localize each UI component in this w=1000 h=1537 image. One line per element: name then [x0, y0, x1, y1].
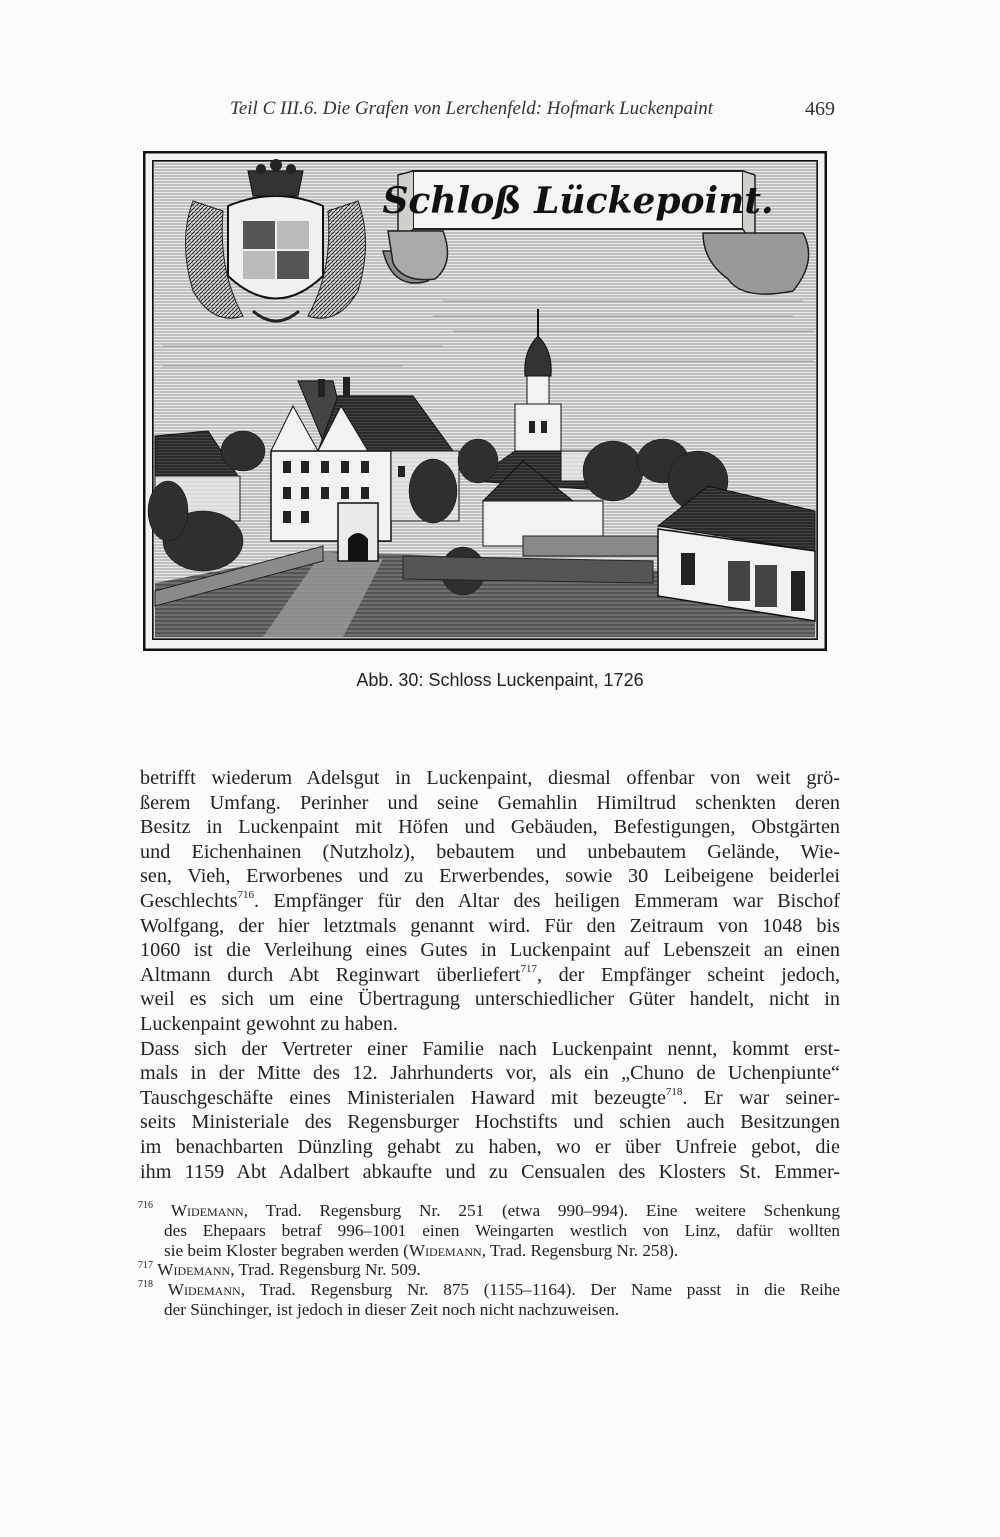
text-line: und Eichenhainen (Nutzholz), bebautem und unbebautem Gelände, Wie-: [140, 840, 840, 863]
text-line: sen, Vieh, Erworbenes und zu Erwerbendes, sowie 30 Leibeigene beiderlei: [140, 865, 840, 888]
footnote-line: [138, 1241, 840, 1261]
text-line: mals in der Mitte des 12. Jahrhunderts vor, als ein „Chuno de Uchenpiunte“: [140, 1062, 840, 1085]
footnote-line: der Sünchinger, ist jedoch in dieser Zeit noch nicht nachzuweisen.: [164, 1299, 620, 1319]
text-line: betrifft wiederum Adelsgut in Luckenpaint, diesmal offenbar von weit grö-: [140, 767, 840, 789]
text-line: ihm 1159 Abt Adalbert abkaufte und zu Censualen des Klosters St. Emmer-: [140, 1160, 840, 1183]
running-title: Teil C III.6. Die Grafen von Lerchenfeld: Hofmark Luckenpaint: [230, 98, 714, 119]
footnote-line: des Ehepaars betraf 996–1001 einen Weingarten westlich von Linz, dafür wollten: [164, 1220, 840, 1240]
footnote-number: 718: [138, 1279, 153, 1291]
footnote-text: sie beim Kloster begraben werden (: [164, 1240, 409, 1260]
text-segment: Tauschgeschäfte eines Ministerialen Haward mit bezeugte: [140, 1086, 666, 1109]
text-line: [140, 889, 840, 914]
text-line: [140, 963, 840, 988]
text-line: seits Ministeriale des Regensburger Hochstifts und schien auch Besitzungen: [140, 1111, 840, 1134]
footnote-717: [138, 1260, 840, 1280]
footnote-text: , Trad. Regensburg Nr. 258).: [481, 1240, 679, 1260]
author-name: Widemann: [170, 1201, 244, 1220]
text-line: Luckenpaint gewohnt zu haben.: [140, 1012, 398, 1035]
page-number: 469: [805, 98, 835, 120]
text-line: 1060 ist die Verleihung eines Gutes in Luckenpaint auf Lebenszeit an einen: [140, 939, 840, 962]
footnote-ref: 718: [665, 1085, 683, 1098]
footnote-number: 716: [138, 1200, 153, 1212]
text-line: Dass sich der Vertreter einer Familie nach Luckenpaint nennt, kommt erst-: [140, 1037, 840, 1060]
running-header: [145, 98, 835, 128]
footnotes: [138, 1201, 840, 1320]
text-segment: . Empfänger für den Altar des heiligen Emmeram war Bischof: [254, 889, 840, 912]
text-segment: Geschlechts: [140, 889, 238, 912]
text-line: Besitz in Luckenpaint mit Höfen und Gebäuden, Befestigungen, Obstgärten: [140, 816, 840, 839]
footnote-718: [138, 1280, 840, 1300]
text-line: weil es sich um eine Übertragung unterschiedlicher Güter handelt, nicht in: [140, 988, 840, 1011]
author-name: Widemann: [408, 1240, 482, 1260]
text-segment: , der Empfänger scheint jedoch,: [536, 963, 841, 986]
footnote-ref: 716: [237, 889, 255, 902]
footnote-ref: 717: [520, 963, 537, 976]
author-name: Widemann: [167, 1280, 241, 1300]
footnote-number: 717: [138, 1259, 153, 1271]
castle-engraving: [143, 151, 827, 651]
footnote-716: [138, 1201, 840, 1221]
text-line: Wolfgang, der hier letztmals genannt wird. Für den Zeitraum von 1048 bis: [140, 914, 840, 937]
footnote-text: , Trad. Regensburg Nr. 875 (1155–1164). Der Name passt in die Reihe: [240, 1280, 840, 1300]
footnote-text: , Trad. Regensburg Nr. 251 (etwa 990–994). Eine weitere Schenkung: [243, 1201, 840, 1220]
figure-caption: Abb. 30: Schloss Luckenpaint, 1726: [356, 670, 644, 690]
footnote-text: , Trad. Regensburg Nr. 509.: [230, 1260, 421, 1280]
author-name: Widemann: [157, 1260, 231, 1280]
text-segment: Altmann durch Abt Reginwart überliefert: [140, 963, 521, 986]
text-line: ßerem Umfang. Perinher und seine Gemahlin Himiltrud schenkten deren: [140, 791, 840, 814]
banner-text: Schloß Lückepoint.: [382, 180, 774, 222]
engraving-figure: [143, 151, 827, 651]
body-text: [140, 766, 840, 1184]
text-segment: . Er war seiner-: [682, 1086, 840, 1109]
text-line: [140, 1086, 840, 1111]
text-line: im benachbarten Dünzling gehabt zu haben, wo er über Unfreie gebot, die: [140, 1135, 840, 1158]
